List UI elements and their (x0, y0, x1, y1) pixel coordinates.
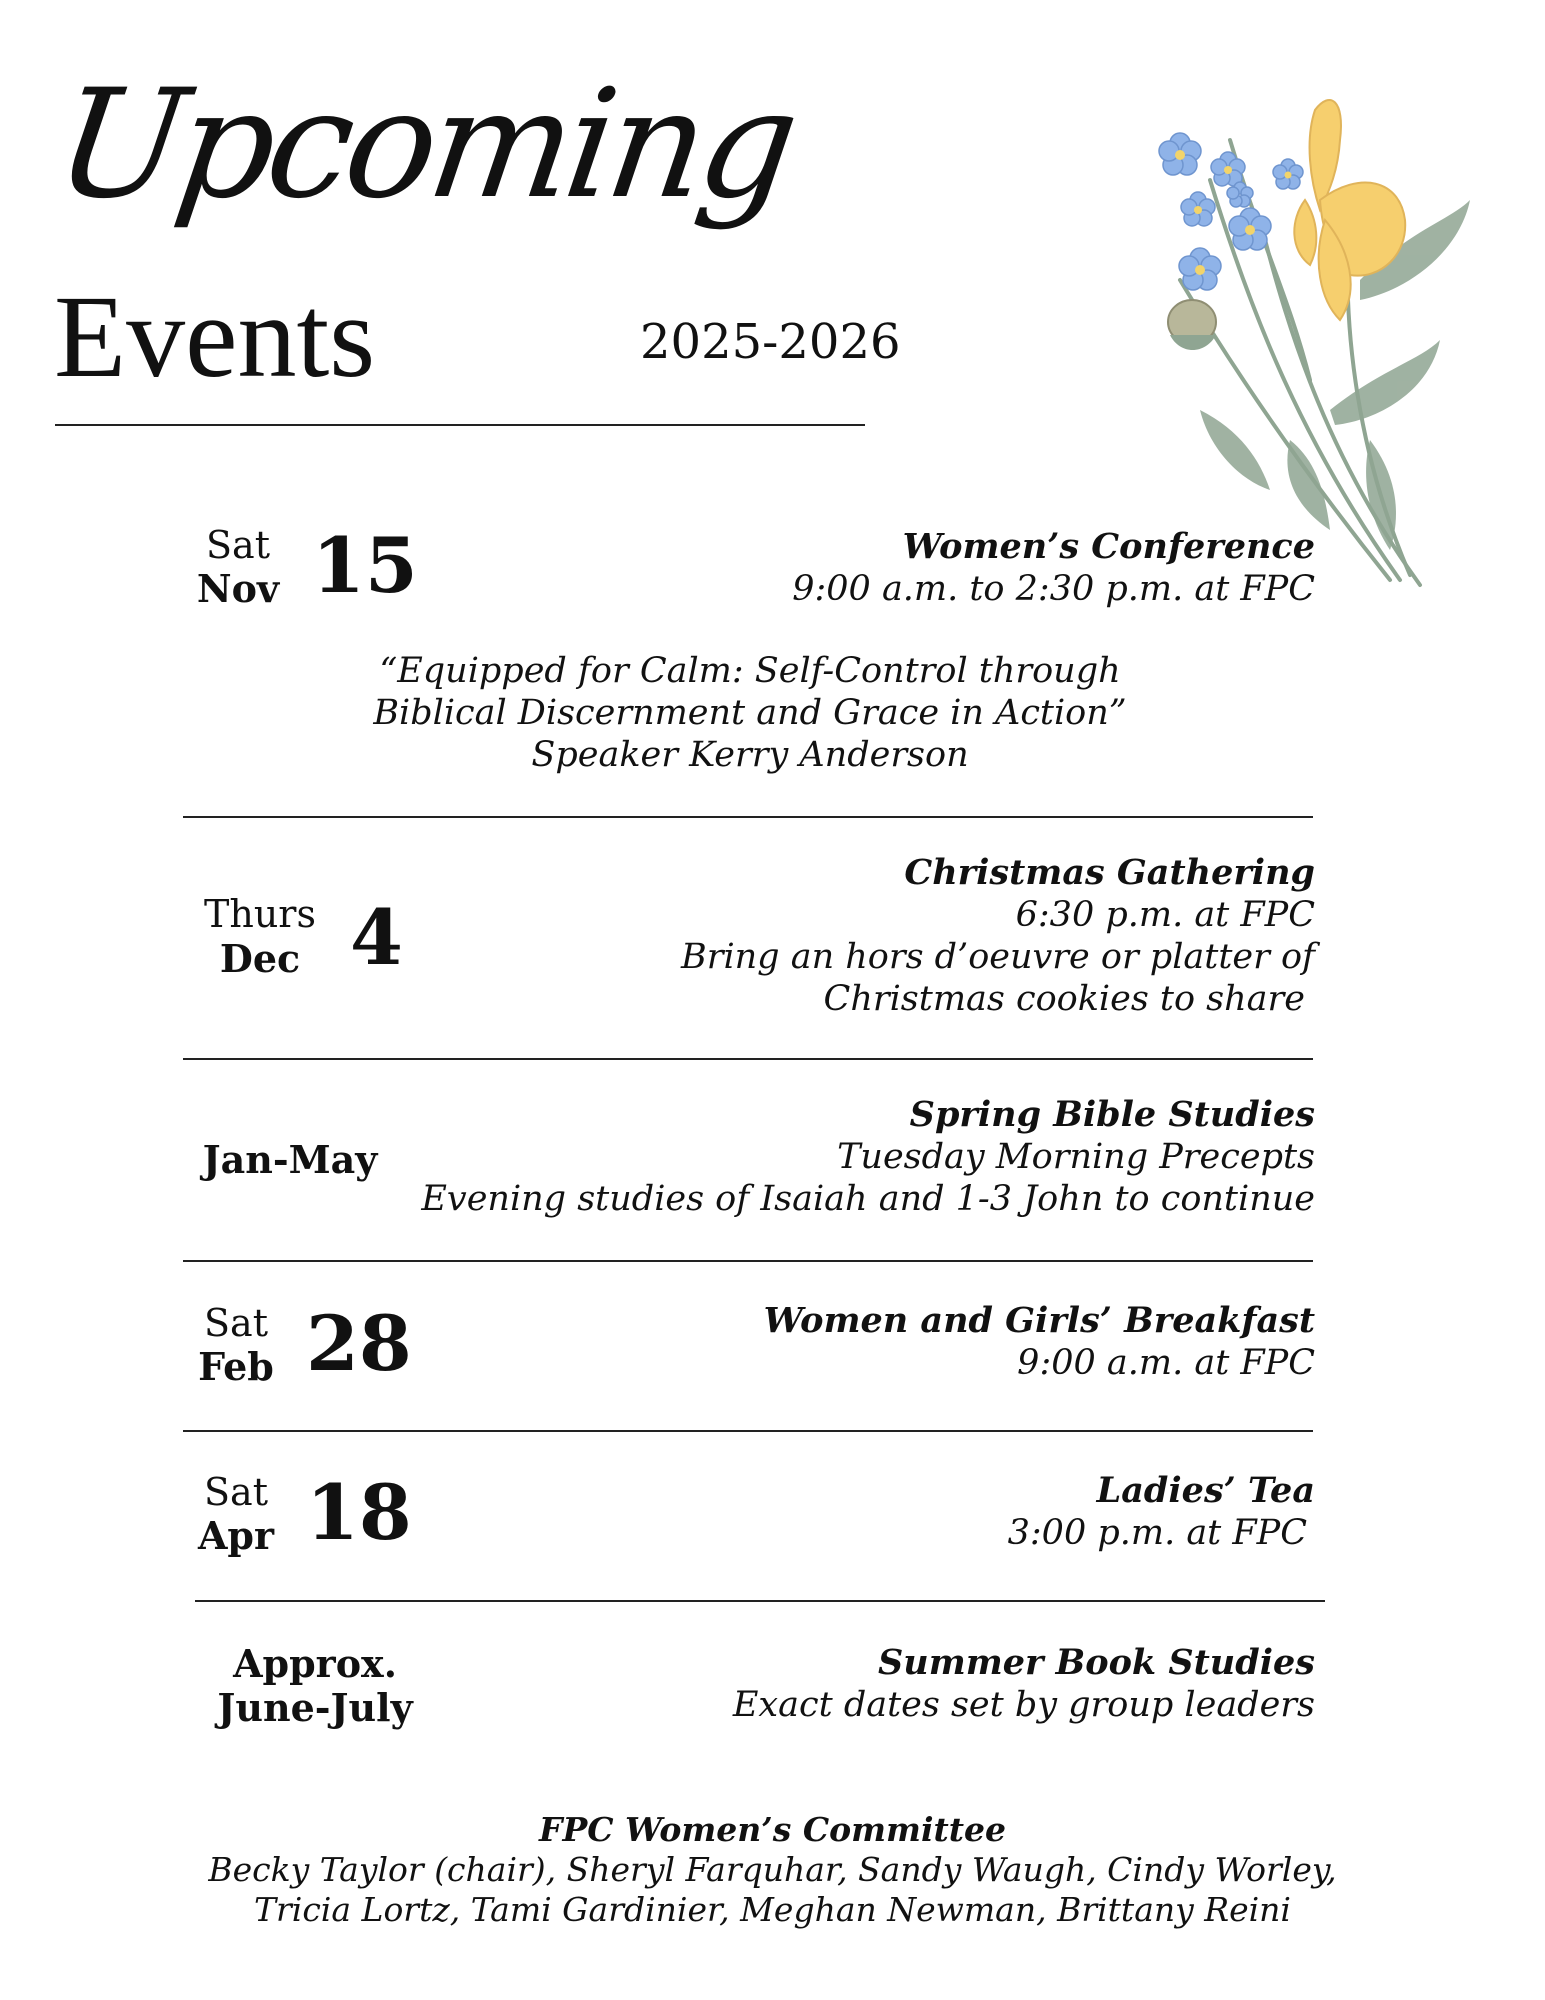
event-details (681, 852, 1315, 1020)
event-details (764, 1300, 1315, 1384)
event-month: Feb (198, 1344, 274, 1389)
quote-line: “Equipped for Calm: Self-Control through (379, 651, 1121, 691)
event-date-range (205, 1642, 425, 1729)
event-details (733, 1642, 1315, 1726)
forget-me-not-flowers (1159, 133, 1303, 290)
event-title: Women and Girls’ Breakfast (763, 1300, 1315, 1341)
section-divider (183, 1260, 1313, 1262)
event-day: Sat (204, 1301, 268, 1345)
event-detail-line: Bring an hors d’oeuvre or platter of (681, 937, 1315, 977)
year-range: 2025-2026 (640, 314, 901, 370)
committee-members-line: Tricia Lortz, Tami Gardinier, Meghan Newman, Brittany Reini (253, 1890, 1291, 1929)
quote-line: Biblical Discernment and Grace in Action” (373, 693, 1127, 733)
quote-speaker: Speaker Kerry Anderson (531, 735, 969, 775)
event-detail-line: 6:30 p.m. at FPC (1015, 895, 1315, 935)
event-month: Apr (197, 1513, 275, 1558)
event-month: Dec (219, 936, 301, 981)
event-date-number: 28 (306, 1299, 412, 1388)
event-title: Ladies’ Tea (1096, 1470, 1315, 1511)
flower-bouquet-illustration (1140, 80, 1480, 600)
event-date-range: Jan-May (202, 1137, 378, 1182)
event-detail-line: Evening studies of Isaiah and 1-3 John to continue (421, 1179, 1315, 1219)
event-date-number: 4 (350, 893, 403, 982)
committee-members-line: Becky Taylor (chair), Sheryl Farquhar, Sandy Waugh, Cindy Worley, (208, 1850, 1337, 1889)
page-title: Events (54, 271, 376, 402)
committee-title: FPC Women’s Committee (539, 1810, 1006, 1849)
flower-bud (1168, 300, 1216, 350)
event-detail-line: 9:00 a.m. at FPC (1017, 1343, 1315, 1383)
section-divider (195, 1600, 1325, 1602)
event-detail-line: 9:00 a.m. to 2:30 p.m. at FPC (792, 569, 1315, 609)
event-details (1008, 1470, 1315, 1554)
event-detail-line: Exact dates set by group leaders (732, 1685, 1315, 1725)
event-date-number: 18 (306, 1468, 412, 1557)
event-day: Sat (204, 1470, 268, 1514)
event-day: Thurs (204, 892, 316, 936)
committee-footer (150, 1810, 1395, 1930)
section-divider (183, 1430, 1313, 1432)
event-details (792, 526, 1315, 610)
event-title: Spring Bible Studies (909, 1094, 1315, 1135)
event-detail-line: 3:00 p.m. at FPC (1007, 1513, 1307, 1553)
event-title: Women’s Conference (902, 526, 1315, 567)
event-detail-line: Christmas cookies to share (823, 979, 1305, 1019)
date-range-line: Approx. (233, 1641, 397, 1686)
event-details (421, 1094, 1315, 1220)
event-title: Christmas Gathering (904, 852, 1315, 893)
event-title: Summer Book Studies (877, 1642, 1315, 1683)
section-divider (183, 816, 1313, 818)
event-day: Sat (206, 523, 270, 567)
script-title: Upcoming (46, 58, 803, 232)
section-divider (183, 1058, 1313, 1060)
header-divider (55, 424, 865, 426)
event-detail-line: Tuesday Morning Precepts (837, 1137, 1315, 1177)
event-month: Nov (196, 566, 280, 611)
event-theme-quote (300, 650, 1200, 776)
date-range-line: June-July (217, 1684, 413, 1730)
event-date-number: 15 (312, 521, 418, 610)
